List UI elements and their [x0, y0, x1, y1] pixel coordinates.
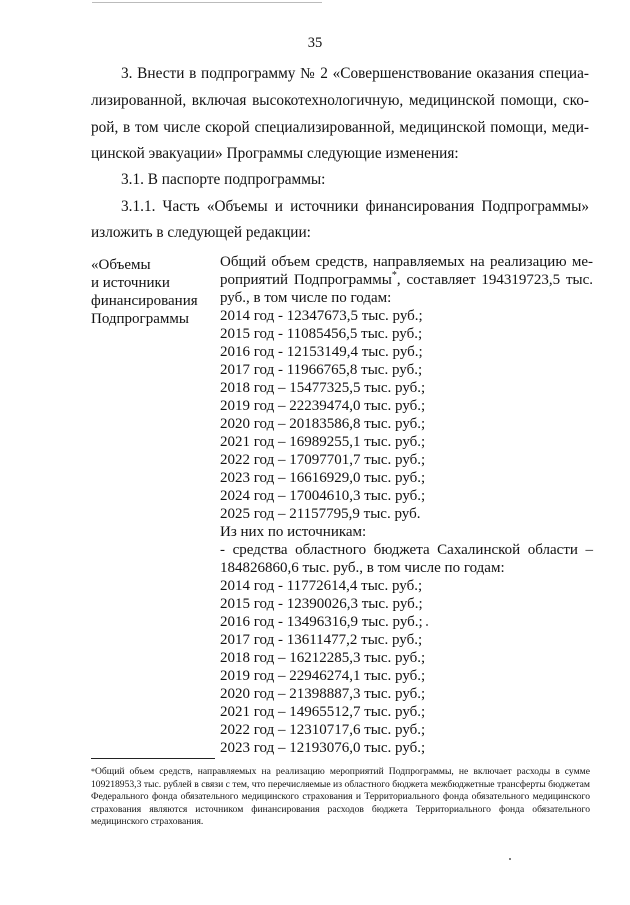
year-regional-row: 2020 год – 21398887,3 тыс. руб.; [220, 686, 426, 702]
year-total-row: 2024 год – 17004610,3 тыс. руб.; [220, 488, 426, 504]
year-regional-row: 2018 год – 16212285,3 тыс. руб.; [220, 650, 426, 666]
year-regional-row: 2015 год - 12390026,3 тыс. руб.; [220, 596, 423, 612]
total-line-2-b: , составляет 194319723,5 тыс. [396, 272, 593, 288]
year-total-row: 2025 год – 21157795,9 тыс. руб. [220, 506, 421, 522]
year-total-row: 2017 год - 11966765,8 тыс. руб.; [220, 362, 423, 378]
left-col-line: «Объемы [91, 257, 151, 273]
top-edge-line [92, 2, 322, 3]
year-total-row: 2019 год – 22239474,0 тыс. руб.; [220, 398, 426, 414]
year-total-row: 2015 год - 11085456,5 тыс. руб.; [220, 326, 423, 342]
year-regional-row: 2014 год - 11772614,4 тыс. руб.; [220, 578, 423, 594]
page-number: 35 [307, 35, 323, 51]
section-3-1-1-line-2: изложить в следующей редакции: [91, 224, 311, 241]
year-regional-row: 2022 год – 12310717,6 тыс. руб.; [220, 722, 426, 738]
intro-line-2: лизированной, включая высокотехнологичную, медицинской помощи, ско- [91, 92, 589, 109]
total-line-3: руб., в том числе по годам: [220, 290, 392, 306]
year-total-row: 2023 год – 16616929,0 тыс. руб.; [220, 470, 426, 486]
passport-left-column [91, 256, 198, 328]
year-regional-row: 2016 год - 13496316,9 тыс. руб.; [220, 614, 423, 630]
intro-line-4: цинской эвакуации» Программы следующие изменения: [91, 145, 459, 162]
section-3-1-heading: 3.1. В паспорте подпрограммы: [121, 171, 326, 188]
left-col-line: финансирования [91, 293, 198, 309]
total-line-2-a: роприятий Подпрограммы [220, 272, 392, 288]
footnote-text: Общий объем средств, направляемых на реализацию мероприятий Подпрограммы, не включает расходы в сумме 109218953,3 тыс. рублей в связи с тем, что перечисляемые из областного бюджета межбюджетные трансферты бюджетам Федерального фонда обязательного медицинского страхования и Территориального фонда обязательного медицинского страхования являются источником финансирования расходов бюджета Территориального фонда обязательного медицинского страхования. [91, 766, 590, 828]
year-total-row: 2016 год - 12153149,4 тыс. руб.; [220, 344, 423, 360]
year-total-row: 2014 год - 12347673,5 тыс. руб.; [220, 308, 423, 324]
year-total-row: 2020 год – 20183586,8 тыс. руб.; [220, 416, 426, 432]
regional-line-2: 184826860,6 тыс. руб., в том числе по годам: [220, 560, 505, 576]
sources-header: Из них по источникам: [220, 524, 367, 540]
year-regional-row: 2017 год - 13611477,2 тыс. руб.; [220, 632, 423, 648]
footnote-separator [91, 758, 215, 759]
left-col-line: Подпрограммы [91, 311, 189, 327]
footnote-mark: * [91, 767, 95, 776]
footnote-mark-ref: * [391, 270, 397, 281]
regional-line-1: - средства областного бюджета Сахалинской области – [220, 542, 593, 558]
intro-line-3: рой, в том числе скорой специализированной, медицинской помощи, меди- [91, 119, 589, 136]
total-line-1: Общий объем средств, направляемых на реализацию ме- [220, 254, 593, 270]
intro-line-1: 3. Внести в подпрограмму № 2 «Совершенствование оказания специа- [121, 65, 589, 82]
year-regional-row: 2019 год – 22946274,1 тыс. руб.; [220, 668, 426, 684]
scan-speck [509, 858, 511, 860]
footnote [91, 766, 590, 829]
section-3-1-1-line-1: 3.1.1. Часть «Объемы и источники финансирования Подпрограммы» [121, 198, 589, 215]
scan-speck [426, 624, 428, 626]
year-regional-row: 2023 год – 12193076,0 тыс. руб.; [220, 740, 426, 756]
year-regional-row: 2021 год – 14965512,7 тыс. руб.; [220, 704, 426, 720]
left-col-line: и источники [91, 275, 170, 291]
year-total-row: 2018 год – 15477325,5 тыс. руб.; [220, 380, 426, 396]
total-line-2 [220, 271, 593, 289]
year-total-row: 2022 год – 17097701,7 тыс. руб.; [220, 452, 426, 468]
year-total-row: 2021 год – 16989255,1 тыс. руб.; [220, 434, 426, 450]
